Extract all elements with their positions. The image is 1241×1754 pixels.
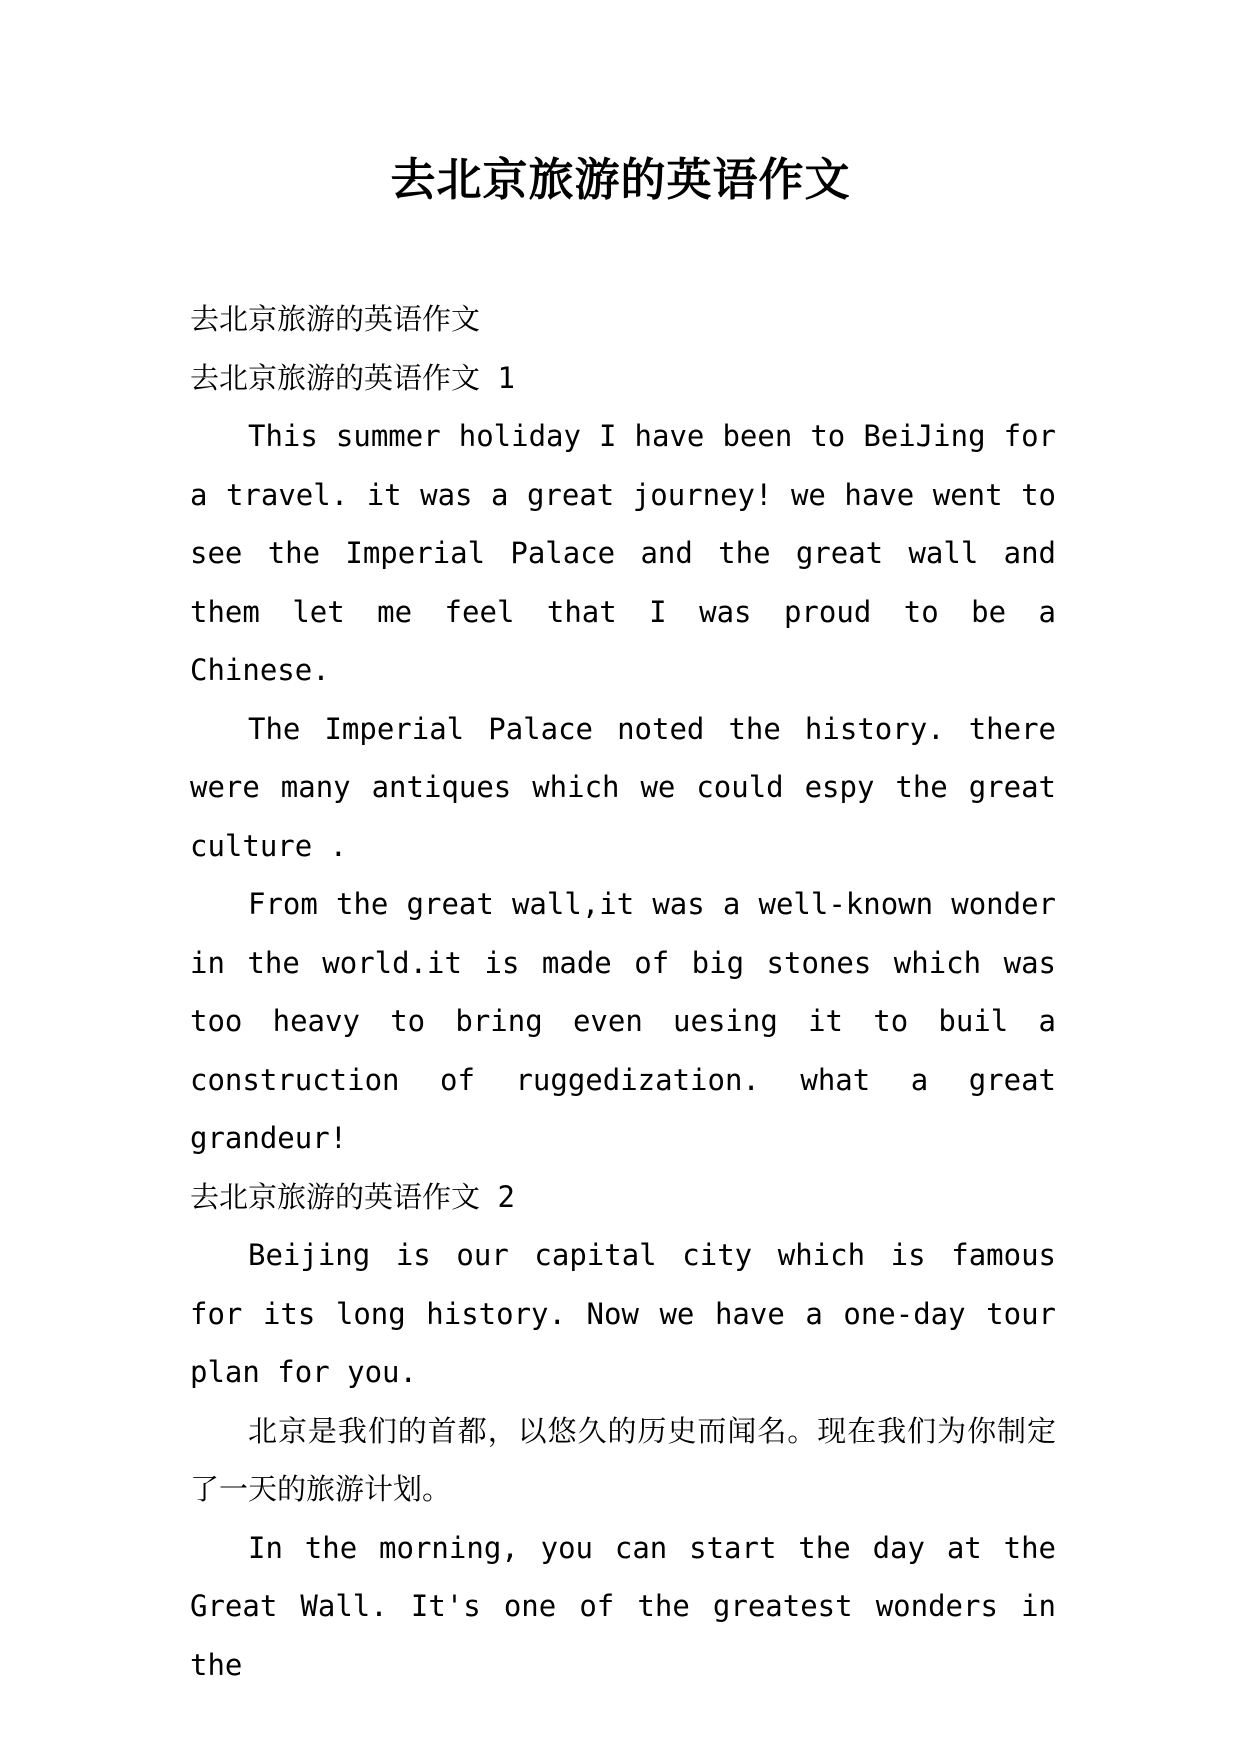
section-2-paragraph-3: In the morning, you can start the day at the Great Wall. It's one of the greatest wonders in the: [190, 1530, 1056, 1682]
document-body: [190, 290, 1056, 1694]
section-2-heading: 去北京旅游的英语作文 2: [190, 1179, 515, 1214]
section-1-paragraph-3: From the great wall,it was a well-known wonder in the world.it is made of big stones which was too heavy to bring even uesing it to buil a construction of ruggedization. what a great grandeur!: [190, 887, 1056, 1155]
section-2-paragraph-2-chinese: 北京是我们的首都，以悠久的历史而闻名。现在我们为你制定了一天的旅游计划。: [190, 1413, 1056, 1506]
section-1-paragraph-1: This summer holiday I have been to BeiJing for a travel. it was a great journey! we have went to see the Imperial Palace and the great wall and them let me feel that I was proud to be a Chinese.: [190, 419, 1056, 687]
section-2-paragraph-1: Beijing is our capital city which is famous for its long history. Now we have a one-day tour plan for you.: [190, 1238, 1056, 1389]
section-1-heading: 去北京旅游的英语作文 1: [190, 360, 515, 395]
subheading: 去北京旅游的英语作文: [190, 302, 481, 336]
document-title: 去北京旅游的英语作文: [390, 153, 851, 206]
section-1-paragraph-2: The Imperial Palace noted the history. there were many antiques which we could espy the great culture .: [190, 711, 1056, 863]
